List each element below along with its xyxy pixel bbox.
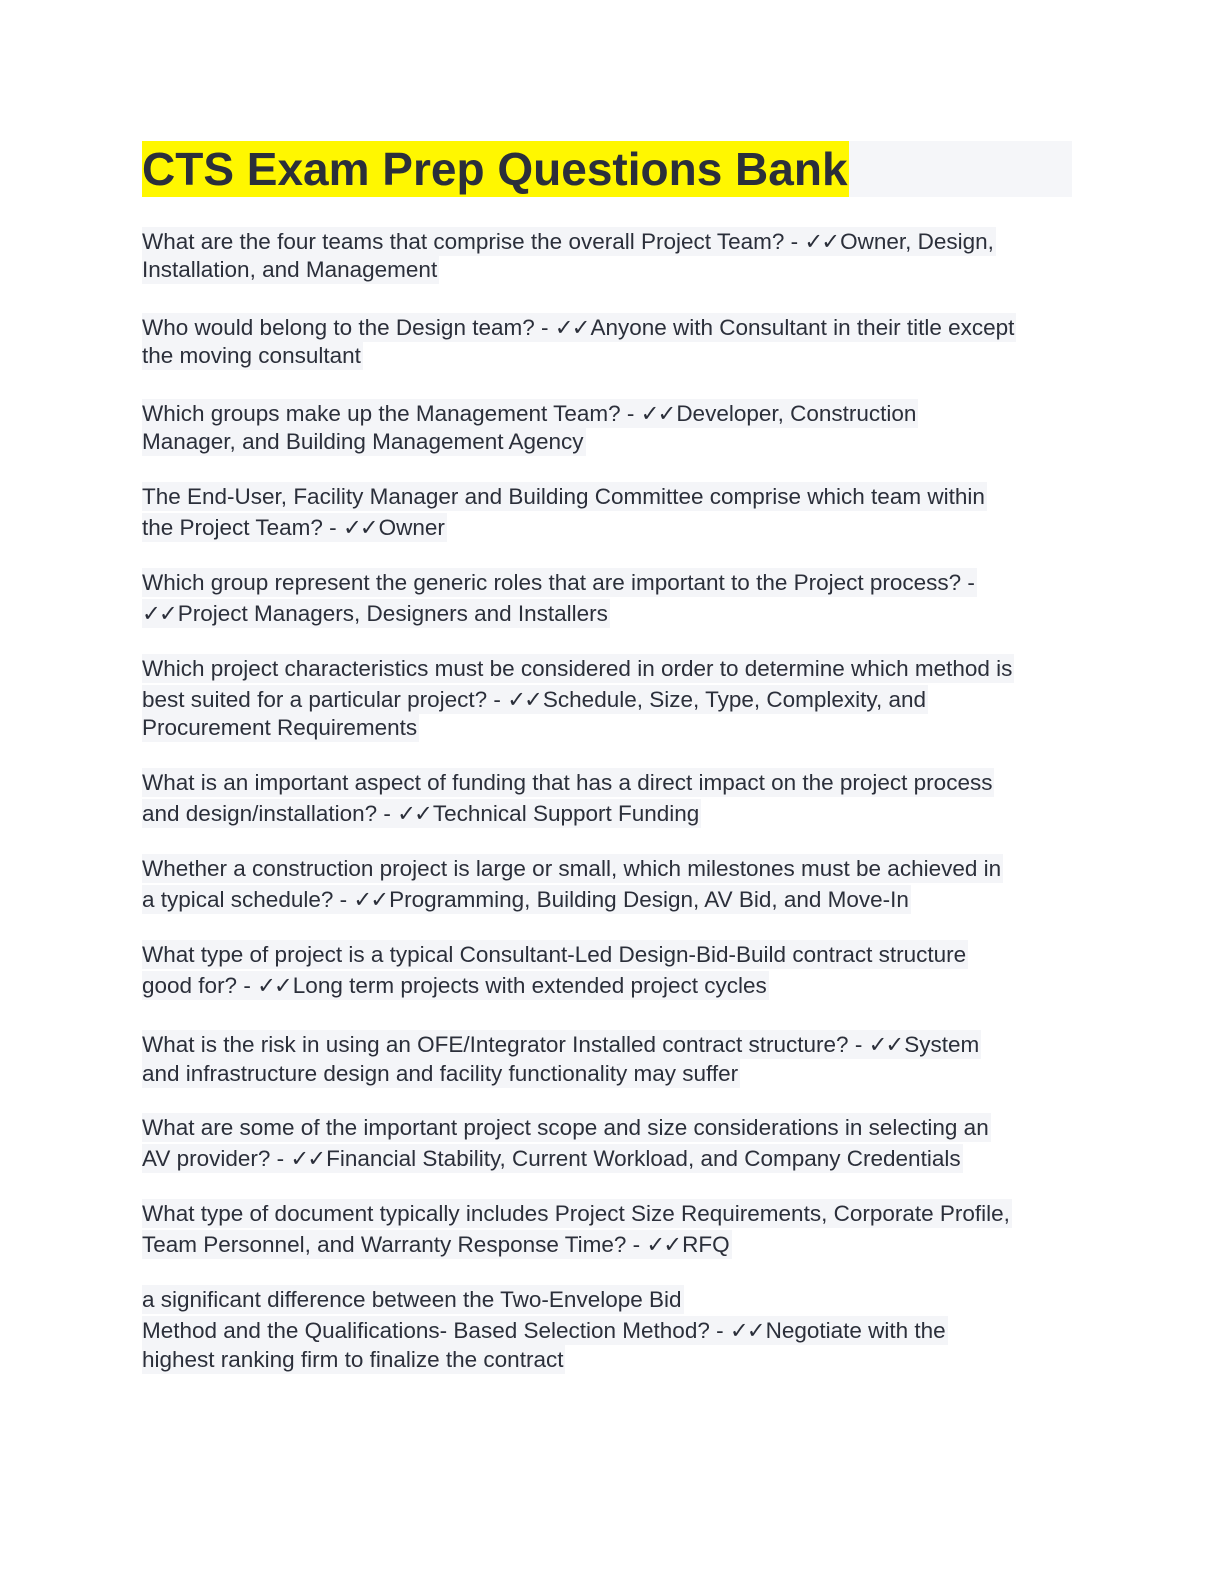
qa-line xyxy=(142,1230,732,1259)
qa-line xyxy=(142,685,928,714)
qa-line xyxy=(142,513,447,542)
qa-line xyxy=(142,971,769,1000)
qa-text: Team Personnel, and Warranty Response Time? - xyxy=(142,1232,647,1257)
qa-text: Which group represent the generic roles that are important to the Project process? - xyxy=(142,570,975,595)
qa-text: highest ranking firm to finalize the contract xyxy=(142,1347,564,1372)
qa-text: the moving consultant xyxy=(142,343,361,368)
checkmark-icon: ✓✓ xyxy=(290,1146,325,1171)
qa-answer: System xyxy=(904,1032,980,1057)
checkmark-icon: ✓✓ xyxy=(257,973,291,998)
qa-line xyxy=(142,1316,948,1345)
qa-answer: Developer, Construction xyxy=(676,401,917,426)
qa-text: Procurement Requirements xyxy=(142,715,418,740)
qa-text: What are the four teams that comprise the overall Project Team? - xyxy=(142,229,805,254)
qa-text: Installation, and Management xyxy=(142,257,438,282)
page-title: CTS Exam Prep Questions Bank xyxy=(142,143,848,195)
qa-answer: Owner, Design, xyxy=(840,229,994,254)
checkmark-icon: ✓✓ xyxy=(646,1232,681,1257)
qa-line xyxy=(142,599,610,628)
qa-line xyxy=(142,654,1014,683)
qa-text: Whether a construction project is large or small, which milestones must be achieved in xyxy=(142,856,1002,881)
qa-line xyxy=(142,427,586,456)
qa-text: Method and the Qualifications- Based Selection Method? - xyxy=(142,1318,730,1343)
qa-line xyxy=(142,568,977,597)
checkmark-icon: ✓✓ xyxy=(507,687,541,712)
qa-answer: Long term projects with extended project cycles xyxy=(292,973,767,998)
qa-line xyxy=(142,1144,963,1173)
qa-answer: Anyone with Consultant in their title except xyxy=(590,315,1015,340)
qa-line xyxy=(142,313,1016,342)
qa-line xyxy=(142,713,419,742)
qa-answer: Technical Support Funding xyxy=(432,801,700,826)
qa-text: and infrastructure design and facility functionality may suffer xyxy=(142,1061,739,1086)
qa-line xyxy=(142,227,996,256)
qa-line xyxy=(142,482,987,511)
qa-answer: Owner xyxy=(378,515,445,540)
qa-line xyxy=(142,768,994,797)
checkmark-icon: ✓✓ xyxy=(397,801,431,826)
qa-text: What is the risk in using an OFE/Integrator Installed contract structure? - xyxy=(142,1032,869,1057)
qa-line xyxy=(142,940,968,969)
qa-answer: Negotiate with the xyxy=(765,1318,946,1343)
checkmark-icon: ✓✓ xyxy=(142,601,176,626)
qa-line xyxy=(142,1345,565,1374)
qa-answer: RFQ xyxy=(682,1232,730,1257)
checkmark-icon: ✓✓ xyxy=(342,515,377,540)
qa-answer: Financial Stability, Current Workload, and Company Credentials xyxy=(326,1146,961,1171)
qa-answer: Schedule, Size, Type, Complexity, and xyxy=(542,687,927,712)
checkmark-icon: ✓✓ xyxy=(640,401,675,426)
qa-line xyxy=(142,1199,1012,1228)
qa-line xyxy=(142,399,918,428)
qa-text: What are some of the important project scope and size considerations in selecting an xyxy=(142,1115,989,1140)
qa-text: and design/installation? - xyxy=(142,801,398,826)
checkmark-icon: ✓✓ xyxy=(868,1032,903,1057)
qa-line xyxy=(142,341,363,370)
qa-text: the Project Team? - xyxy=(142,515,343,540)
checkmark-icon: ✓✓ xyxy=(804,229,839,254)
qa-text: a significant difference between the Two-Envelope Bid xyxy=(142,1287,682,1312)
checkmark-icon: ✓✓ xyxy=(353,887,388,912)
qa-line xyxy=(142,1059,740,1088)
qa-text: Manager, and Building Management Agency xyxy=(142,429,584,454)
qa-text: The End-User, Facility Manager and Building Committee comprise which team within xyxy=(142,484,985,509)
qa-text: good for? - xyxy=(142,973,258,998)
qa-text: a typical schedule? - xyxy=(142,887,354,912)
checkmark-icon: ✓✓ xyxy=(554,315,589,340)
qa-text: AV provider? - xyxy=(142,1146,291,1171)
qa-text: Who would belong to the Design team? - xyxy=(142,315,555,340)
qa-text: Which project characteristics must be considered in order to determine which method is xyxy=(142,656,1013,681)
qa-line xyxy=(142,799,701,828)
qa-text: best suited for a particular project? - xyxy=(142,687,508,712)
checkmark-icon: ✓✓ xyxy=(729,1318,764,1343)
qa-line xyxy=(142,1030,981,1059)
qa-text: Which groups make up the Management Team? - xyxy=(142,401,641,426)
qa-text: What is an important aspect of funding that has a direct impact on the project process xyxy=(142,770,993,795)
qa-line xyxy=(142,885,911,914)
qa-line xyxy=(142,255,439,284)
qa-answer: Programming, Building Design, AV Bid, and Move-In xyxy=(389,887,909,912)
qa-line xyxy=(142,854,1003,883)
qa-text: What type of document typically includes Project Size Requirements, Corporate Profile, xyxy=(142,1201,1010,1226)
qa-line xyxy=(142,1285,684,1314)
qa-line xyxy=(142,1113,991,1142)
qa-text: What type of project is a typical Consultant-Led Design-Bid-Build contract structure xyxy=(142,942,967,967)
qa-answer: Project Managers, Designers and Installers xyxy=(177,601,608,626)
